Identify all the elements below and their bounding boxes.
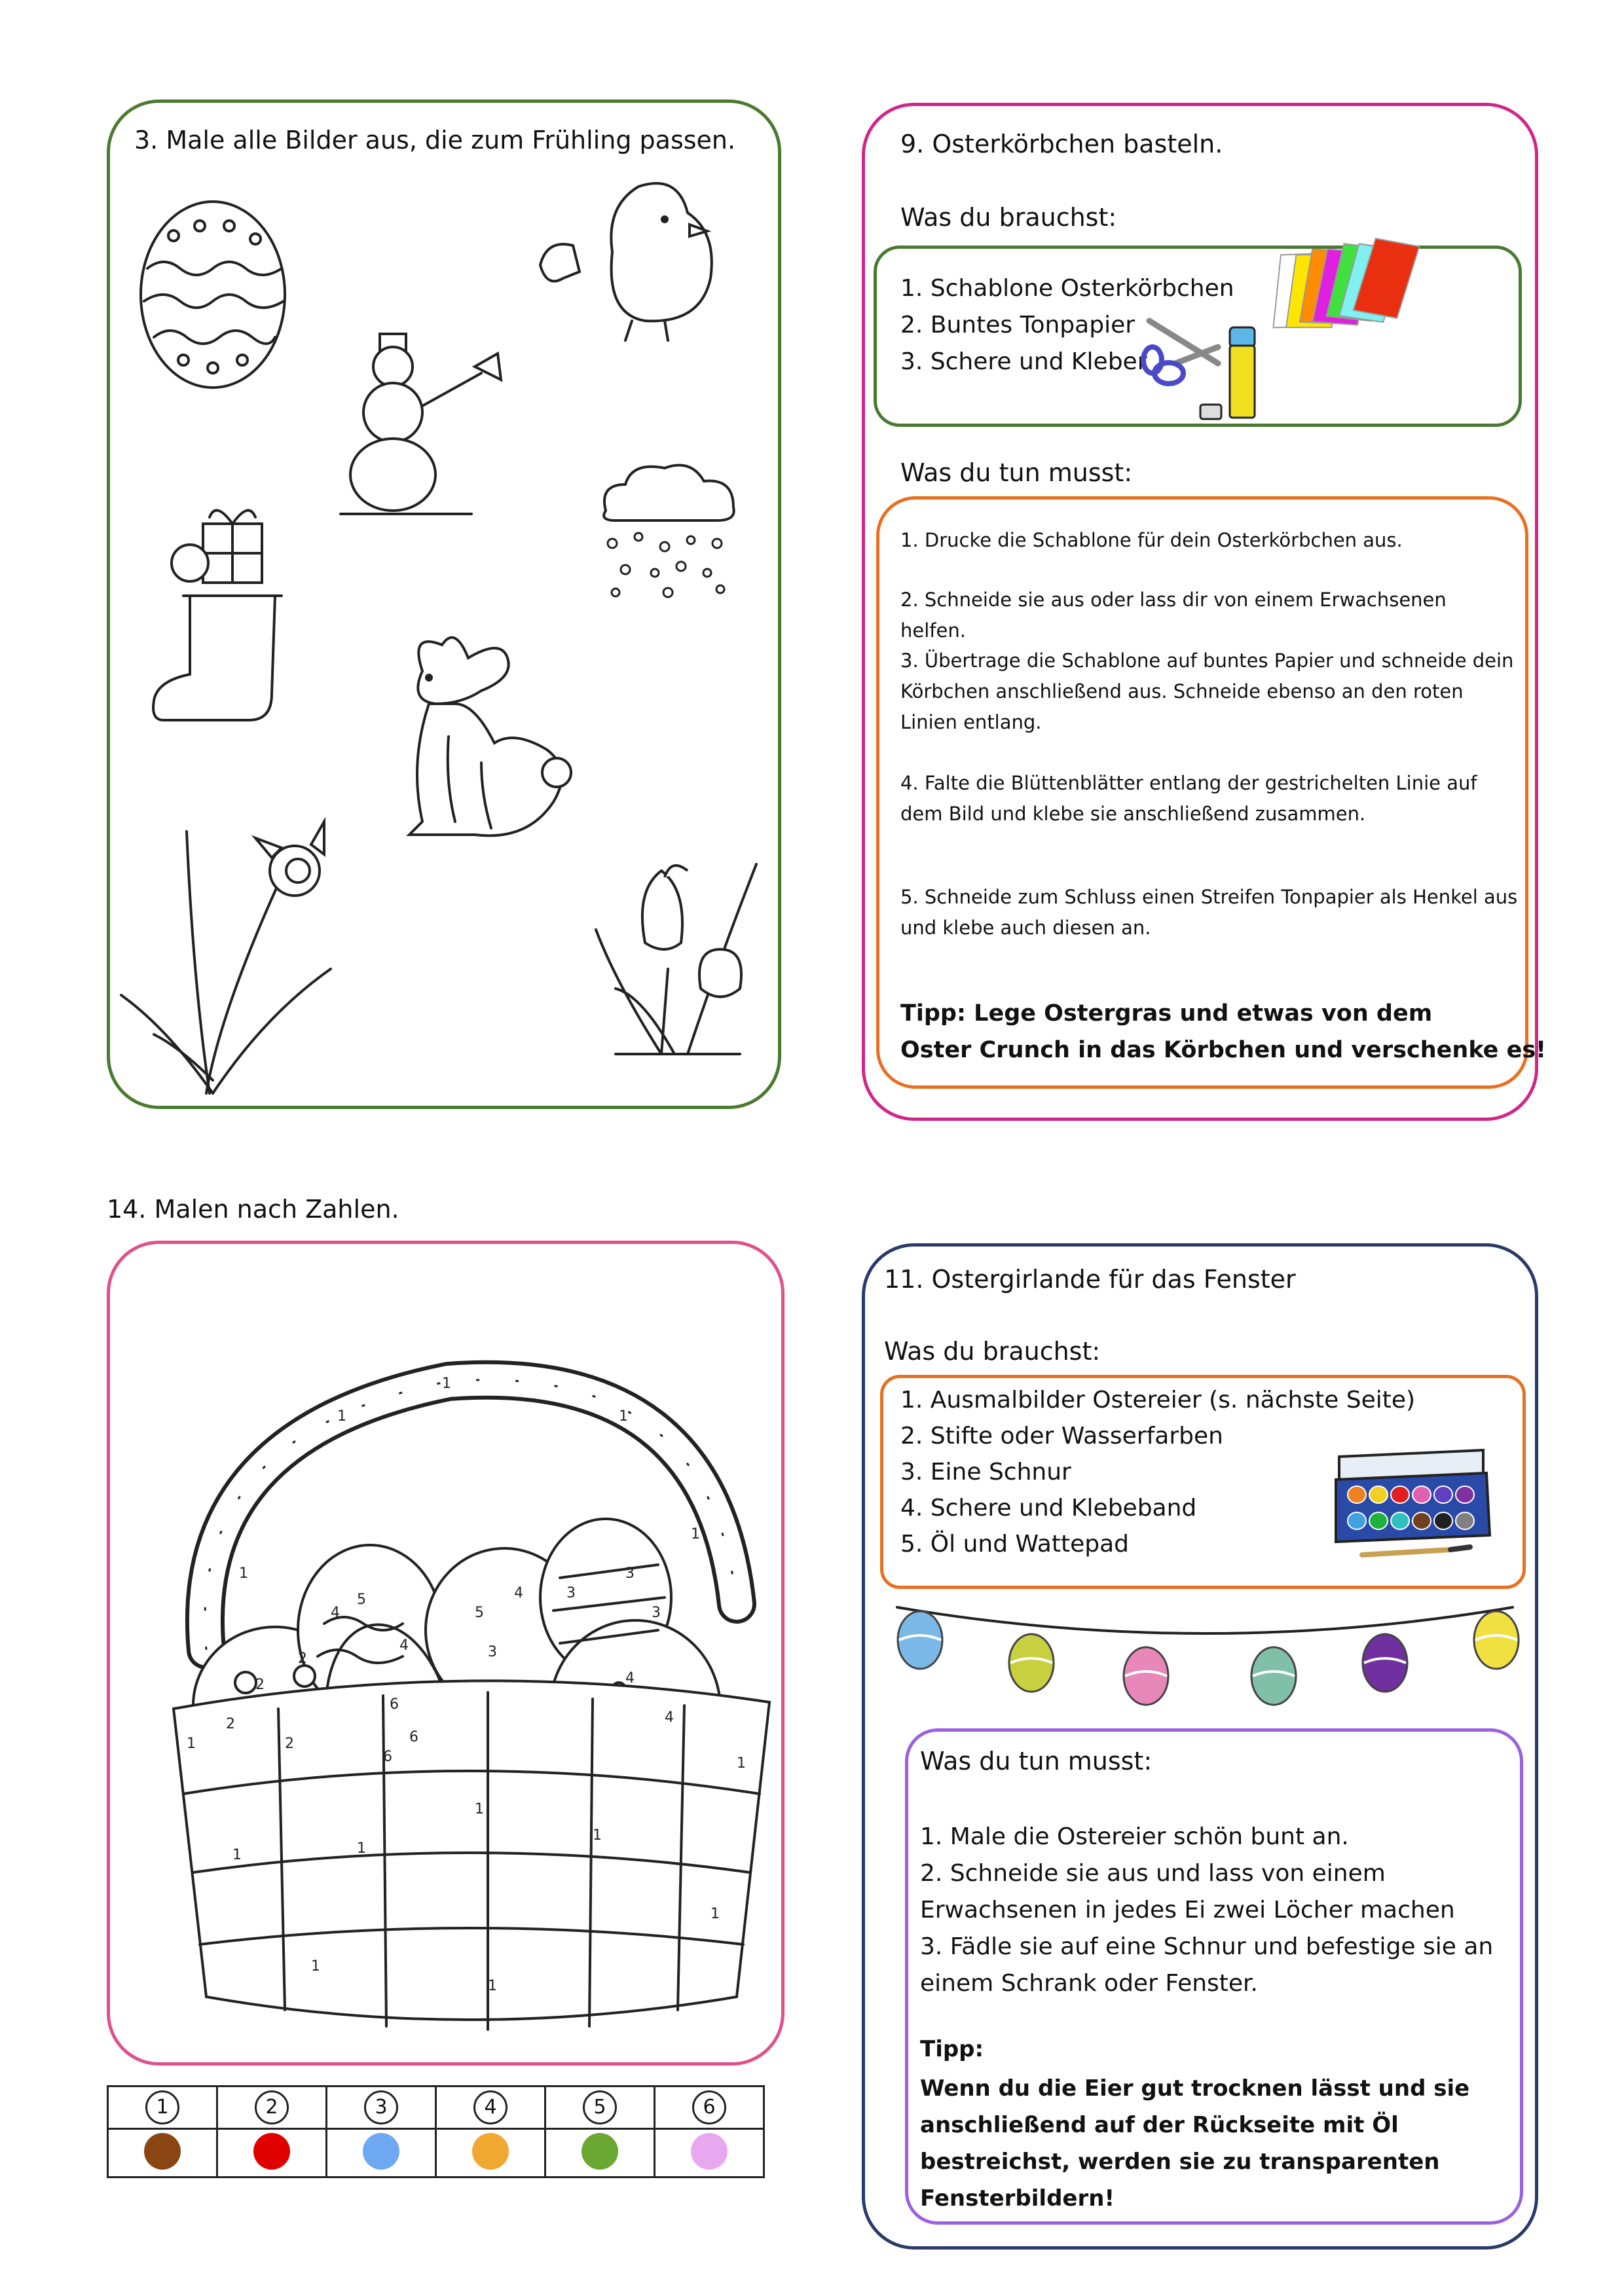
legend-color-cell [327,2128,436,2177]
legend-number-cell [655,2086,764,2129]
legend-color-dot [253,2133,290,2170]
garland-tip-heading: Tipp: [920,2036,984,2062]
legend-color-cell [217,2128,327,2177]
basket-step: 3. Übertrage die Schablone auf buntes Papier und schneide dein Körbchen anschließend aus. Schneide ebenso an den roten Linien entlang. [900,649,1514,733]
legend-color-dot [472,2133,509,2170]
garland-step: 1. Male die Ostereier schön bunt an. [920,1823,1349,1850]
region-number: 1 [232,1847,242,1863]
legend-color-cell [108,2128,217,2177]
region-number: 1 [475,1801,484,1817]
spring-card-title: 3. Male alle Bilder aus, die zum Frühling passen. [134,126,736,155]
garland-need-item: 3. Eine Schnur [900,1459,1071,1485]
region-number: 5 [475,1605,484,1621]
basket-card-title: 9. Osterkörbchen basteln. [900,130,1223,158]
region-number: 1 [488,1978,497,1994]
garland-do-heading: Was du tun musst: [920,1747,1153,1776]
garland-egg [1009,1634,1054,1692]
legend-number: 2 [255,2090,289,2124]
paint-pan [1456,1512,1474,1529]
region-number: 3 [488,1644,497,1660]
basket-step: 1. Drucke die Schablone für dein Osterkörbchen aus. [900,529,1403,551]
legend-number: 3 [364,2090,398,2124]
paint-pan [1412,1512,1431,1529]
region-number: 4 [665,1709,674,1726]
region-number: 4 [331,1605,340,1621]
paint-pan [1456,1486,1474,1503]
region-number: 1 [737,1755,746,1772]
colored-paper-picture [1270,252,1454,344]
paint-pan [1391,1512,1409,1529]
region-number: 2 [298,1650,307,1667]
basket-step: 5. Schneide zum Schluss einen Streifen Tonpapier als Henkel aus und klebe auch diesen an. [900,886,1518,939]
garland-need-item: 5. Öl und Wattepad [900,1531,1129,1558]
basket-need-item: 1. Schablone Osterkörbchen [900,275,1234,302]
paint-pan [1434,1486,1452,1503]
region-number: 1 [239,1565,248,1582]
daffodil-picture [115,818,344,1100]
garland-need-item: 1. Ausmalbilder Ostereier (s. nächste Seite) [900,1387,1416,1413]
region-number: 2 [285,1736,294,1752]
legend-number-cell [545,2086,655,2129]
legend-number-cell [217,2086,327,2129]
legend-color-cell [436,2128,545,2177]
legend-number: 6 [692,2090,726,2124]
legend-color-dot [691,2133,728,2170]
garland-egg [898,1611,942,1669]
garland-need-heading: Was du brauchst: [884,1337,1101,1366]
region-number: 2 [255,1677,265,1693]
legend-number-cell [436,2086,545,2129]
region-number: 6 [390,1696,399,1713]
region-number: 2 [226,1716,235,1732]
legend-color-cell [545,2128,655,2177]
garland-step: 2. Schneide sie aus und lass von einem Erwachsenen in jedes Ei zwei Löcher machen [920,1860,1455,1923]
legend-color-dot [581,2133,618,2170]
snowman-picture [341,327,511,517]
basket-need-item: 3. Schere und Kleber [900,348,1147,375]
easter-egg-picture [134,196,291,393]
garland-egg [1124,1647,1168,1705]
paint-pan [1369,1512,1388,1529]
region-number: 1 [187,1736,196,1752]
basket-step: 2. Schneide sie aus oder lass dir von einem Erwachsenen helfen. [900,589,1447,642]
region-number: 3 [652,1605,661,1621]
basket-do-heading: Was du tun musst: [900,458,1133,487]
garland-card-title: 11. Ostergirlande für das Fenster [884,1265,1296,1294]
garland-egg [1251,1647,1296,1705]
region-number: 3 [625,1565,635,1582]
region-number: 1 [691,1526,700,1542]
region-number: 4 [399,1637,409,1654]
garland-need-item: 2. Stifte oder Wasserfarben [900,1423,1223,1449]
region-number: 3 [566,1585,576,1601]
region-number: 1 [311,1958,320,1975]
legend-number-cell [327,2086,436,2129]
garland-need-item: 4. Schere und Klebeband [900,1495,1197,1522]
region-number: 1 [357,1840,366,1857]
paint-pan [1391,1486,1409,1503]
region-number: 1 [593,1827,602,1844]
legend-number: 4 [473,2090,507,2124]
legend-color-cell [655,2128,764,2177]
garland-egg [1474,1611,1519,1669]
paint-pan [1369,1486,1388,1503]
legend-number: 1 [145,2090,179,2124]
paint-pan [1348,1512,1366,1529]
paint-pan [1348,1486,1366,1503]
region-number: 1 [337,1408,346,1425]
legend-color-dot [363,2133,399,2170]
glue-stick-icon [1197,327,1263,422]
color-legend [107,2085,765,2178]
garland-step: 3. Fädle sie auf eine Schnur und befestige sie an einem Schrank oder Fenster. [920,1933,1494,1997]
chick-picture [534,173,724,344]
paint-pan [1412,1486,1431,1503]
basket-need-item: 2. Buntes Tonpapier [900,312,1135,338]
basket-tip: Tipp: Lege Ostergras und etwas von dem [900,1000,1433,1027]
paint-box-icon [1329,1444,1493,1561]
region-number: 1 [710,1906,720,1922]
snow-cloud-picture [593,458,743,602]
paint-pan [1434,1512,1452,1529]
region-number: 5 [357,1592,366,1608]
region-number: 6 [383,1749,392,1765]
basket-tip: Oster Crunch in das Körbchen und verschenke es! [900,1037,1547,1063]
garland-tip-text: Wenn du die Eier gut trocknen lässt und sie anschließend auf der Rückseite mit Öl bestreichst, werden sie zu transparenten Fensterbildern! [920,2075,1470,2212]
region-number: 1 [619,1408,628,1425]
basket-need-heading: Was du brauchst: [900,203,1117,232]
region-number: 1 [442,1376,451,1392]
region-number: 6 [409,1729,418,1745]
garland-egg [1363,1634,1407,1692]
region-number: 4 [625,1670,635,1686]
legend-number: 5 [583,2090,617,2124]
crocus-picture [589,851,773,1061]
basket-step: 4. Falte die Blüttenblätter entlang der gestrichelten Linie auf dem Bild und klebe sie anschließend zusammen. [900,772,1477,825]
basket-coloring-picture [147,1342,789,2036]
paint-card-title: 14. Malen nach Zahlen. [107,1195,399,1224]
region-number: 4 [514,1585,523,1601]
legend-number-cell [108,2086,217,2129]
egg-garland-picture [891,1601,1519,1725]
gift-boot-picture [151,498,308,733]
bunny-picture [383,632,580,848]
legend-color-dot [144,2133,181,2170]
